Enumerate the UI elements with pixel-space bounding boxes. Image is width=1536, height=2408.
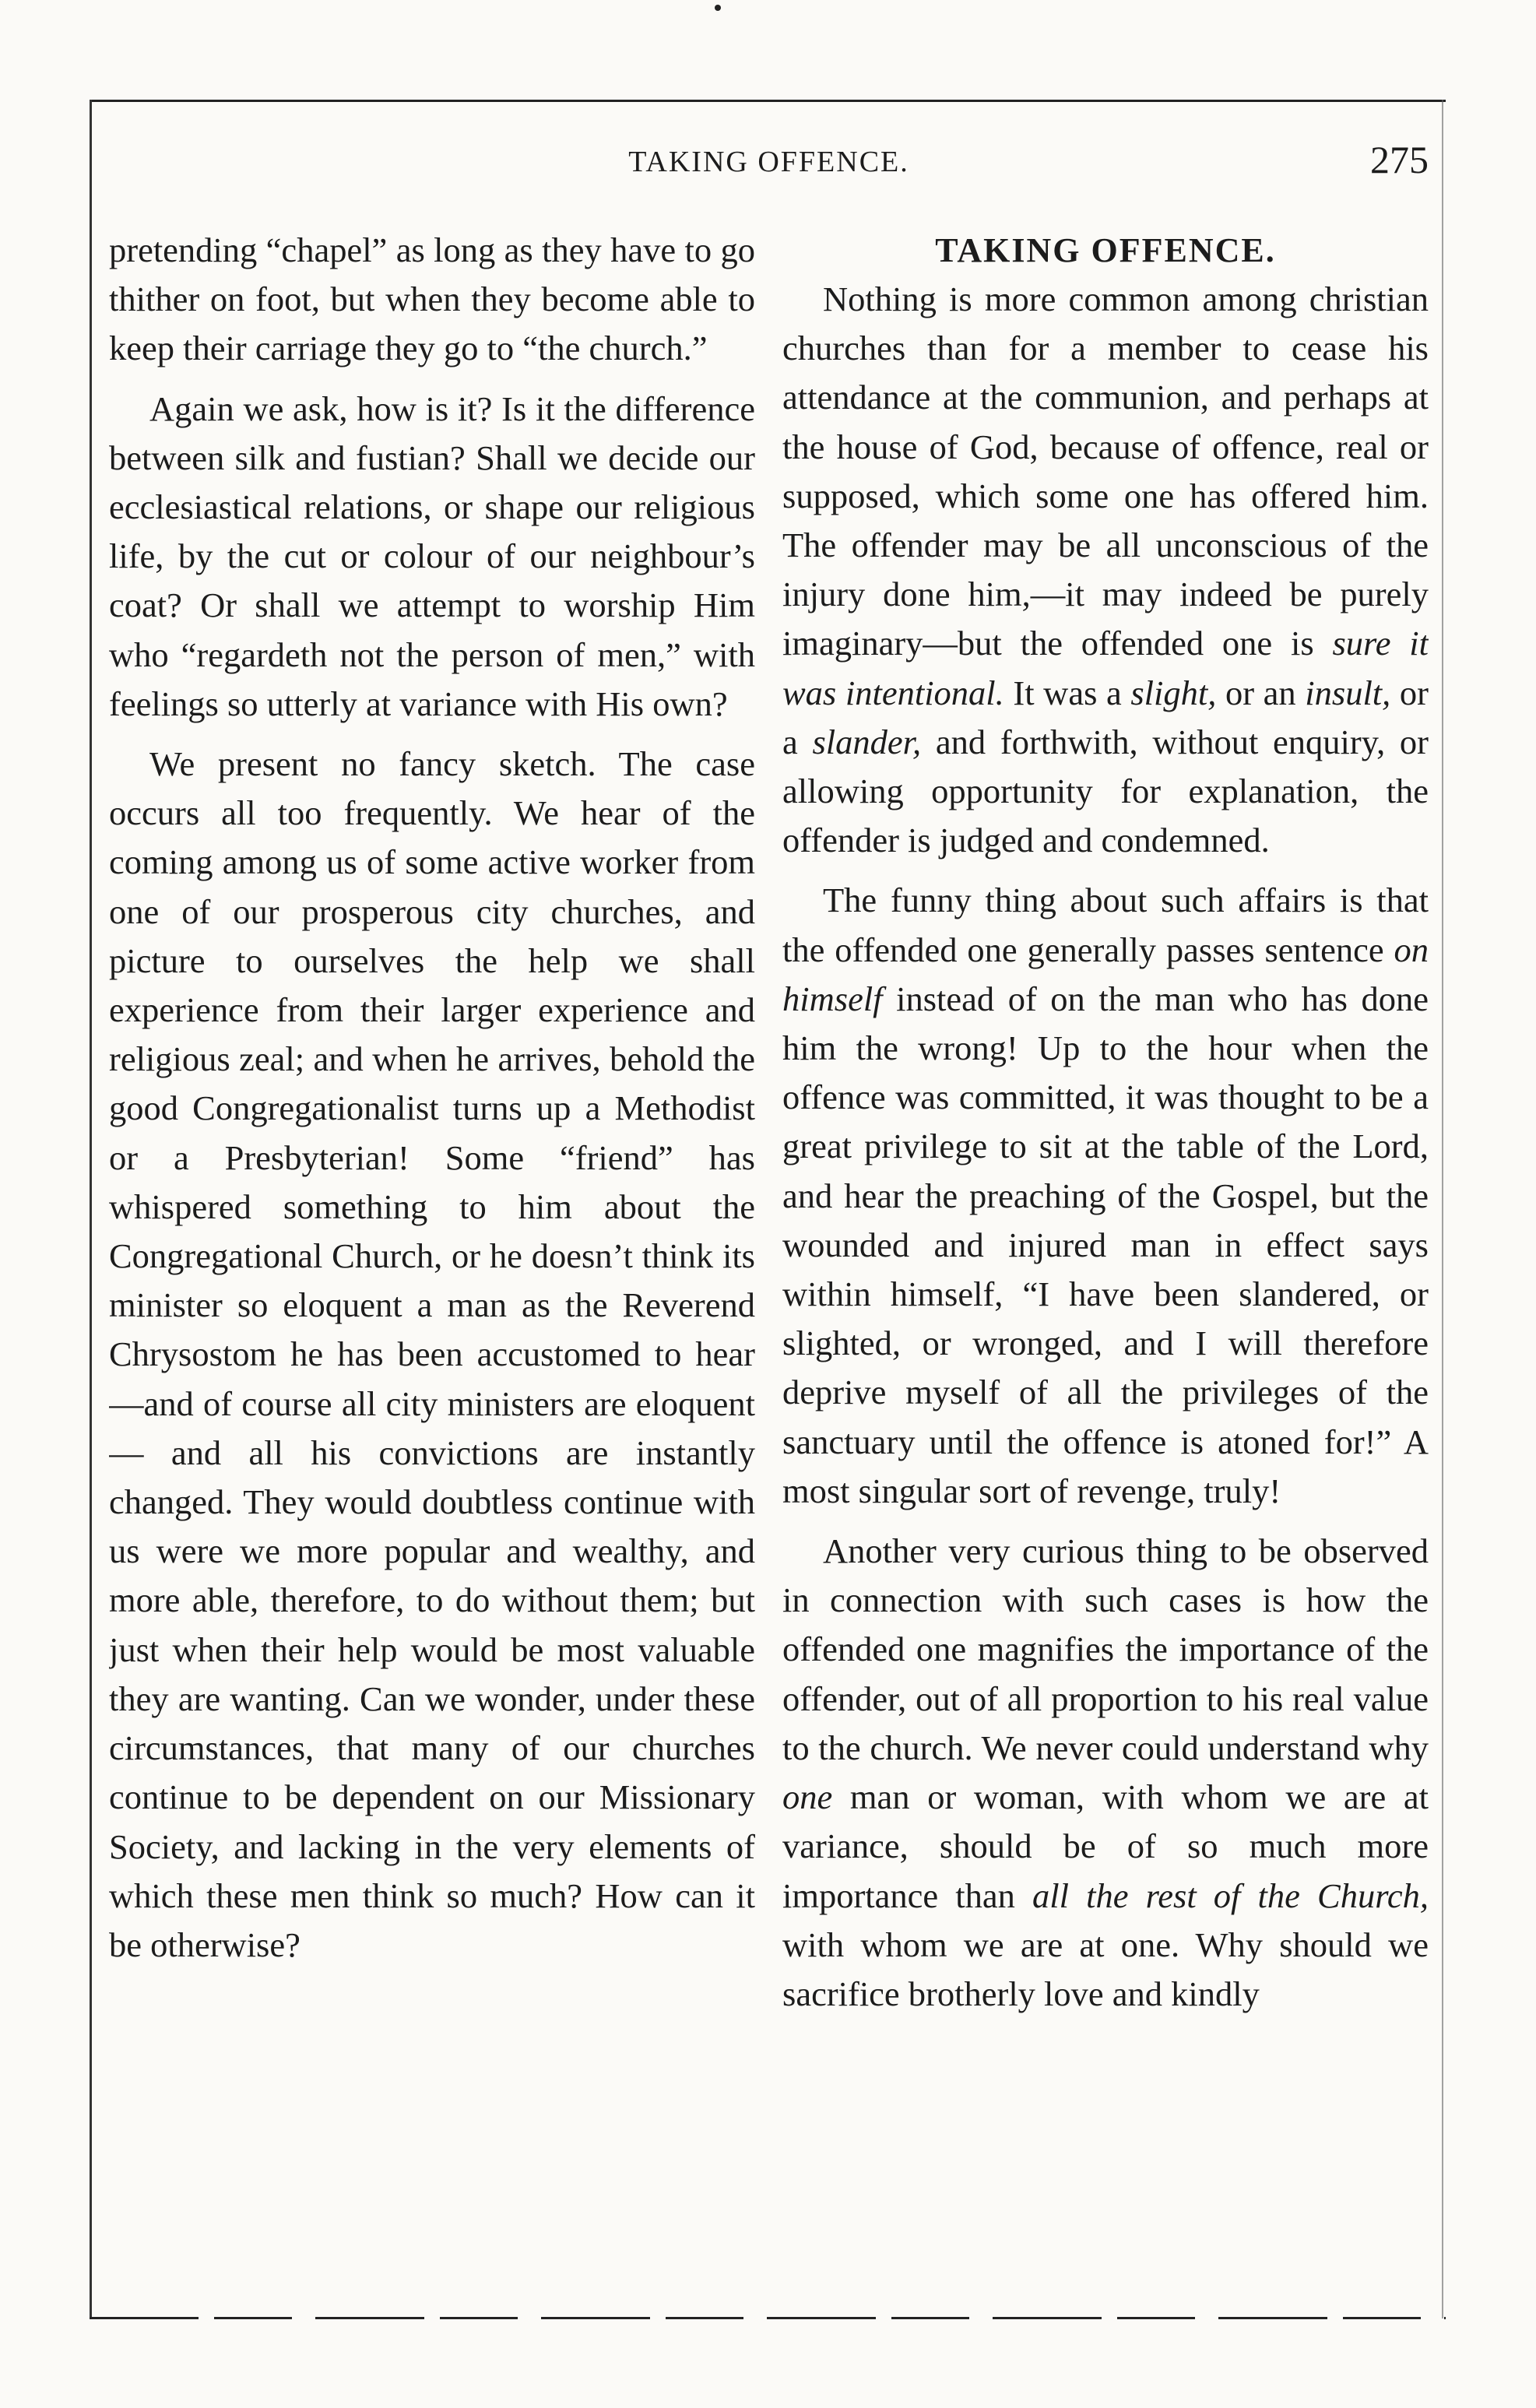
text-run: and forthwith, without enquiry, or allowing opportunity for explanation, the offender is judged and condemned. [782, 722, 1429, 860]
running-title: TAKING OFFENCE. [628, 146, 909, 178]
article-title: TAKING OFFENCE. [935, 231, 1276, 269]
text-run: instead of on the man who has done him the wrong! Up to the hour when the offence was committed, it was thought to be a great privilege to sit at the table of the Lord, and hear the preaching of the Gospel, but the wounded and injured man in effect says within himself, “I have been slandered, or slighted, or wronged, and I will therefore deprive myself of all the privileges of the sanctuary until the offence is atoned for!” A most singular sort of revenge, truly! [782, 979, 1429, 1510]
text-run: The funny thing about such affairs is that the offended one generally passes sentence [782, 881, 1429, 969]
emphasis-text: insult, [1305, 673, 1391, 712]
emphasis-text: slight, [1130, 673, 1217, 712]
left-paragraph-1: pretending “chapel” as long as they have to go thither on foot, but when they become able to keep their carriage they go to “the church.” [109, 230, 755, 368]
text-run: or an [1216, 673, 1306, 712]
page-header [109, 137, 1429, 192]
emphasis-text: one [782, 1777, 833, 1817]
right-paragraph-2 [782, 876, 1429, 1516]
left-paragraph-3: We present no fancy sketch. The case occurs all too frequently. We hear of the coming among us of some active worker from one of our prosperous city churches, and picture to ourselves the help we shall experience from their larger experience and religious zeal; and when he arrives, behold the good Congregationalist turns up a Methodist or a Presbyterian! Some “friend” has whispered something to him about the Congregational Church, or he doesn’t think its minister so eloquent a man as the Reverend Chrysostom he has been accustomed to hear—and of course all city ministers are eloquent— and all his convictions are instantly changed. They would doubtless continue with us were we more popular and wealthy, and more able, therefore, to do without them; but just when their help would be most valuable they are wanting. Can we wonder, under these circumstances, that many of our churches continue to be dependent on our Missionary Society, and lacking in the very elements of which these men think so much? How can it be otherwise? [109, 744, 755, 1964]
left-column [109, 226, 755, 2281]
page-frame-right-rule [1442, 100, 1443, 2318]
page-frame-left-rule [90, 100, 92, 2318]
page-number: 275 [1370, 138, 1429, 181]
text-run: Nothing is more common among christian churches than for a member to cease his attendance at the communion, and perhaps at the house of God, because of offence, real or supposed, which some one has offered him. The offender may be all unconscious of the injury done him,—it may indeed be purely imaginary—but the offended one is [782, 279, 1429, 663]
print-speck [715, 5, 721, 11]
text-run: Another very curious thing to be observed in connection with such cases is how the offended one magnifies the importance of the offender, out of all proportion to his real value to the church. We never could understand why [782, 1531, 1429, 1767]
right-column [782, 226, 1429, 2281]
emphasis-text: on himself [782, 930, 1429, 1018]
text-run: with whom we are at one. Why should we sacrifice brotherly love and kindly [782, 1925, 1429, 2013]
text-run: It was a [1003, 673, 1131, 712]
left-paragraph-2: Again we ask, how is it? Is it the difference between silk and fustian? Shall we decide our ecclesiastical relations, or shape our religious life, by the cut or colour of our neighbour’s coat? Or shall we attempt to worship Him who “regardeth not the person of men,” with feelings so utterly at variance with His own? [109, 388, 755, 723]
page-frame-bottom-rule [90, 2317, 1446, 2319]
emphasis-text: sure it was intentional. [782, 624, 1429, 712]
right-paragraph-1 [782, 275, 1429, 865]
right-paragraph-3 [782, 1527, 1429, 2019]
emphasis-text: all the rest of the Church, [1032, 1875, 1429, 1915]
text-run: or a [782, 673, 1429, 761]
text-run: man or woman, with whom we are at variance, should be of so much more importance than [782, 1777, 1429, 1915]
page-frame-top-rule [90, 100, 1446, 102]
emphasis-text: slander, [812, 722, 922, 761]
